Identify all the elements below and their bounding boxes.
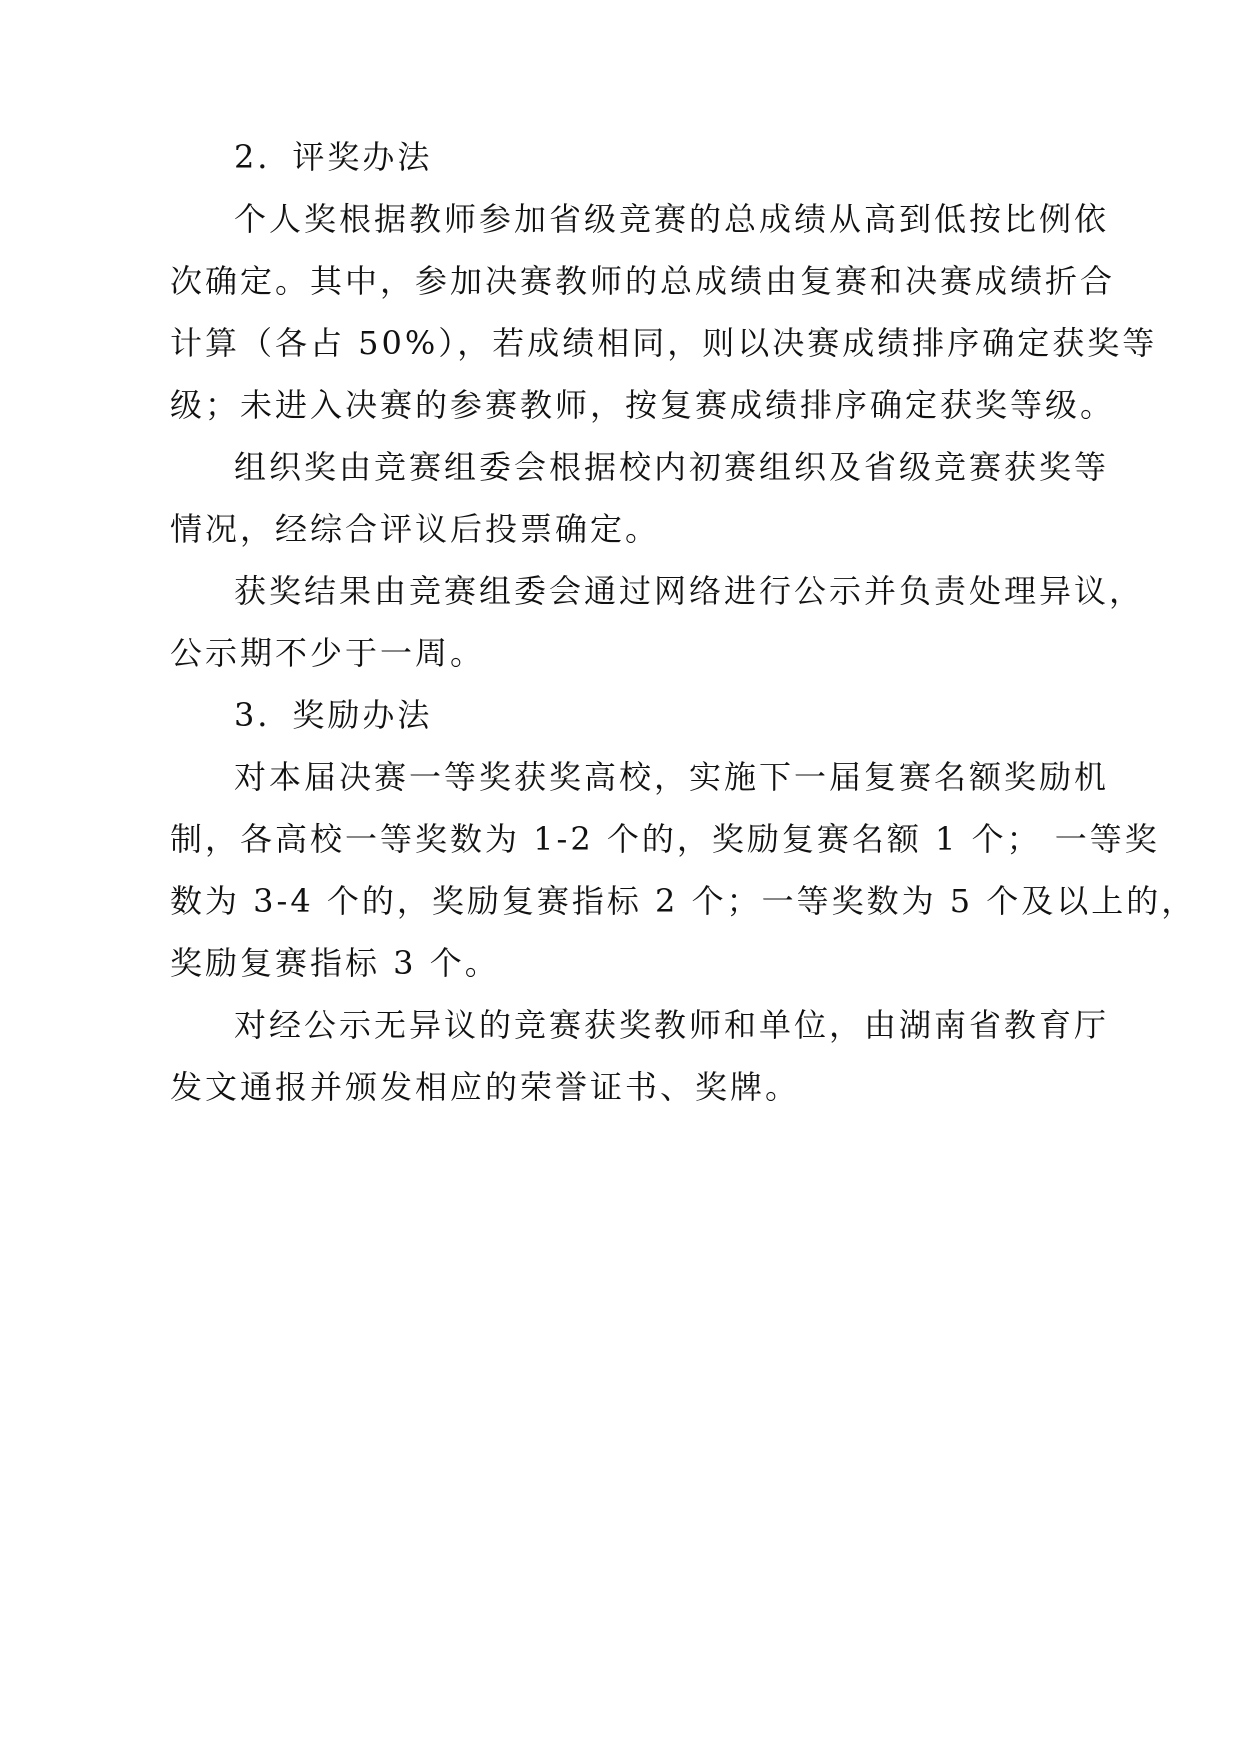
section-heading-evaluation: 2．评奖办法 [234, 138, 433, 176]
paragraph-line: 级；未进入决赛的参赛教师，按复赛成绩排序确定获奖等级。 [170, 386, 1116, 424]
paragraph-line: 获奖结果由竞赛组委会通过网络进行公示并负责处理异议， [234, 572, 1145, 610]
paragraph-line: 对本届决赛一等奖获奖高校，实施下一届复赛名额奖励机 [234, 758, 1110, 796]
section-heading-reward: 3．奖励办法 [234, 696, 433, 734]
paragraph-line: 个人奖根据教师参加省级竞赛的总成绩从高到低按比例依 [234, 200, 1110, 238]
paragraph-line: 发文通报并颁发相应的荣誉证书、奖牌。 [170, 1068, 801, 1106]
paragraph-line: 奖励复赛指标 3 个。 [170, 944, 500, 982]
paragraph-line: 制，各高校一等奖数为 1-2 个的，奖励复赛名额 1 个； 一等奖 [170, 820, 1160, 858]
paragraph-line: 公示期不少于一周。 [170, 634, 486, 672]
paragraph-line: 组织奖由竞赛组委会根据校内初赛组织及省级竞赛获奖等 [234, 448, 1110, 486]
paragraph-line: 情况，经综合评议后投票确定。 [170, 510, 661, 548]
paragraph-line: 数为 3-4 个的，奖励复赛指标 2 个；一等奖数为 5 个及以上的， [170, 882, 1197, 920]
paragraph-line: 计算（各占 50%），若成绩相同，则以决赛成绩排序确定获奖等 [170, 324, 1158, 362]
paragraph-line: 对经公示无异议的竞赛获奖教师和单位，由湖南省教育厅 [234, 1006, 1110, 1044]
paragraph-line: 次确定。其中，参加决赛教师的总成绩由复赛和决赛成绩折合 [170, 262, 1116, 300]
